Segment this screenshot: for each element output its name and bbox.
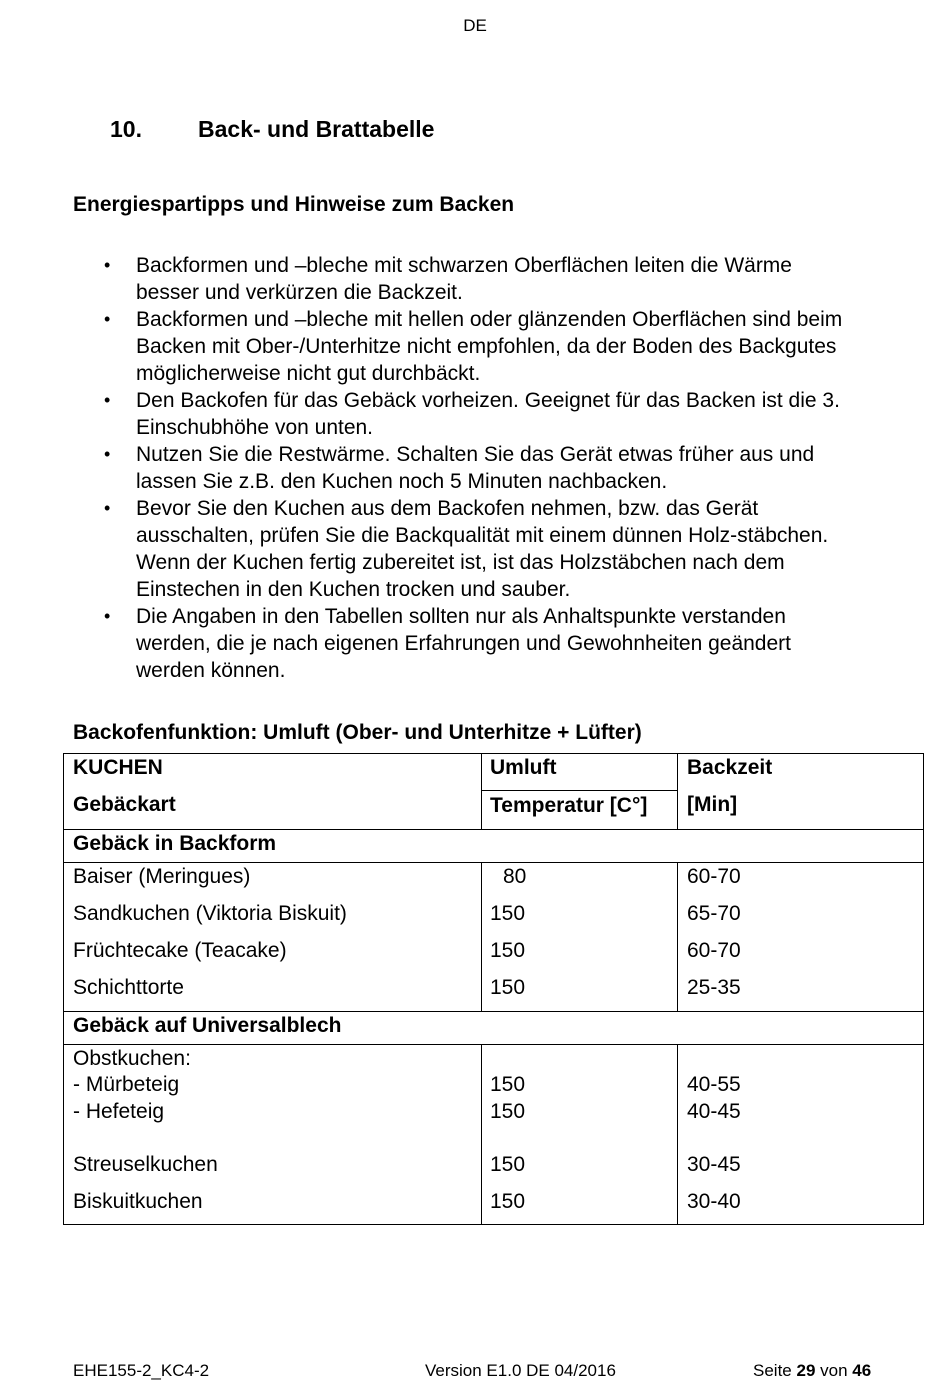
header-kuchen: KUCHEN (73, 756, 163, 779)
bullet-icon: • (104, 255, 111, 275)
table-divider (677, 1044, 678, 1225)
tip-item: • Backformen und –bleche mit hellen oder glänzenden Oberflächen sind beim Backen mit Ober-/Unterhitze nicht empfohlen, da der Boden des Backgutes möglicherweise nicht gut durchbäckt. (104, 308, 843, 385)
row-time: 60-70 (687, 865, 741, 888)
bullet-icon: • (104, 309, 111, 329)
row-time: 65-70 (687, 902, 741, 925)
header-min: [Min] (687, 793, 738, 816)
row-time: 25-35 (687, 976, 741, 999)
table-title: Backofenfunktion: Umluft (Ober- und Unterhitze + Lüfter) (73, 721, 642, 744)
row-temp: 150 (490, 902, 526, 925)
footer-version: Version E1.0 DE 04/2016 (425, 1361, 616, 1380)
tip-item: • Nutzen Sie die Restwärme. Schalten Sie das Gerät etwas früher aus und lassen Sie z.B. den Kuchen noch 5 Minuten nachbacken. (104, 443, 815, 493)
row-name: Früchtecake (Teacake) (73, 939, 287, 962)
footer-doc-id: EHE155-2_KC4-2 (73, 1361, 210, 1380)
row-name: Sandkuchen (Viktoria Biskuit) (73, 902, 347, 925)
section-heading (110, 116, 434, 143)
row-time: 40-55 (687, 1073, 741, 1096)
row-temp: 150 (490, 1190, 526, 1213)
row-time: 60-70 (687, 939, 741, 962)
section-title: Back- und Brattabelle (198, 116, 435, 142)
table-divider (481, 754, 482, 829)
header-temperatur: Temperatur [C°] (490, 794, 648, 817)
page-language-label: DE (463, 16, 487, 35)
row-time: 30-40 (687, 1190, 741, 1213)
row-time: 40-45 (687, 1100, 741, 1123)
footer-page-number: Seite 29 von 46 (753, 1361, 872, 1380)
tip-item: • Backformen und –bleche mit schwarzen Oberflächen leiten die Wärme besser und verkürzen die Backzeit. (104, 254, 792, 304)
row-name: - Hefeteig (73, 1100, 165, 1123)
row-temp: 150 (490, 939, 526, 962)
header-backzeit: Backzeit (687, 756, 773, 779)
tip-item: • Den Backofen für das Gebäck vorheizen. Geeignet für das Backen ist die 3. Einschubhöhe von unten. (104, 389, 840, 439)
row-obst-label: Obstkuchen: (73, 1047, 191, 1070)
table-divider (64, 1044, 923, 1045)
group-label: Gebäck auf Universalblech (73, 1014, 342, 1037)
bullet-icon: • (104, 390, 111, 410)
row-name: Biskuitkuchen (73, 1190, 203, 1213)
tip-item: • Die Angaben in den Tabellen sollten nur als Anhaltspunkte verstanden werden, die je nach eigenen Erfahrungen und Gewohnheiten geändert werden können. (104, 605, 791, 682)
header-umluft: Umluft (490, 756, 557, 779)
table-divider (677, 754, 678, 829)
row-temp: 150 (490, 1100, 526, 1123)
group-label: Gebäck in Backform (73, 832, 277, 855)
table-divider (677, 862, 678, 1011)
row-name: Streuselkuchen (73, 1153, 218, 1176)
row-temp: 150 (490, 976, 526, 999)
baking-table (63, 753, 924, 1225)
row-name: - Mürbeteig (73, 1073, 180, 1096)
section-number: 10. (110, 116, 142, 142)
header-gebaeckart: Gebäckart (73, 793, 176, 816)
row-temp: 150 (490, 1073, 526, 1096)
row-time: 30-45 (687, 1153, 741, 1176)
table-divider (481, 790, 677, 791)
tip-item: • Bevor Sie den Kuchen aus dem Backofen nehmen, bzw. das Gerät ausschalten, prüfen Sie die Backqualität mit einem dünnen Holz-stäbchen. Wenn der Kuchen fertig zubereitet ist, ist das Holzstäbchen nach dem Einstechen in den Kuchen trocken und sauber. (104, 497, 829, 601)
table-divider (481, 1044, 482, 1225)
table-divider (64, 829, 923, 830)
bullet-icon: • (104, 444, 111, 464)
table-divider (481, 862, 482, 1011)
subheading: Energiespartipps und Hinweise zum Backen (73, 193, 515, 216)
row-name: Schichttorte (73, 976, 184, 999)
row-temp: 80 (503, 865, 527, 888)
table-divider (64, 862, 923, 863)
bullet-icon: • (104, 498, 111, 518)
row-name: Baiser (Meringues) (73, 865, 251, 888)
row-temp: 150 (490, 1153, 526, 1176)
table-divider (64, 1011, 923, 1012)
bullet-icon: • (104, 606, 111, 626)
tips-list (73, 252, 923, 684)
